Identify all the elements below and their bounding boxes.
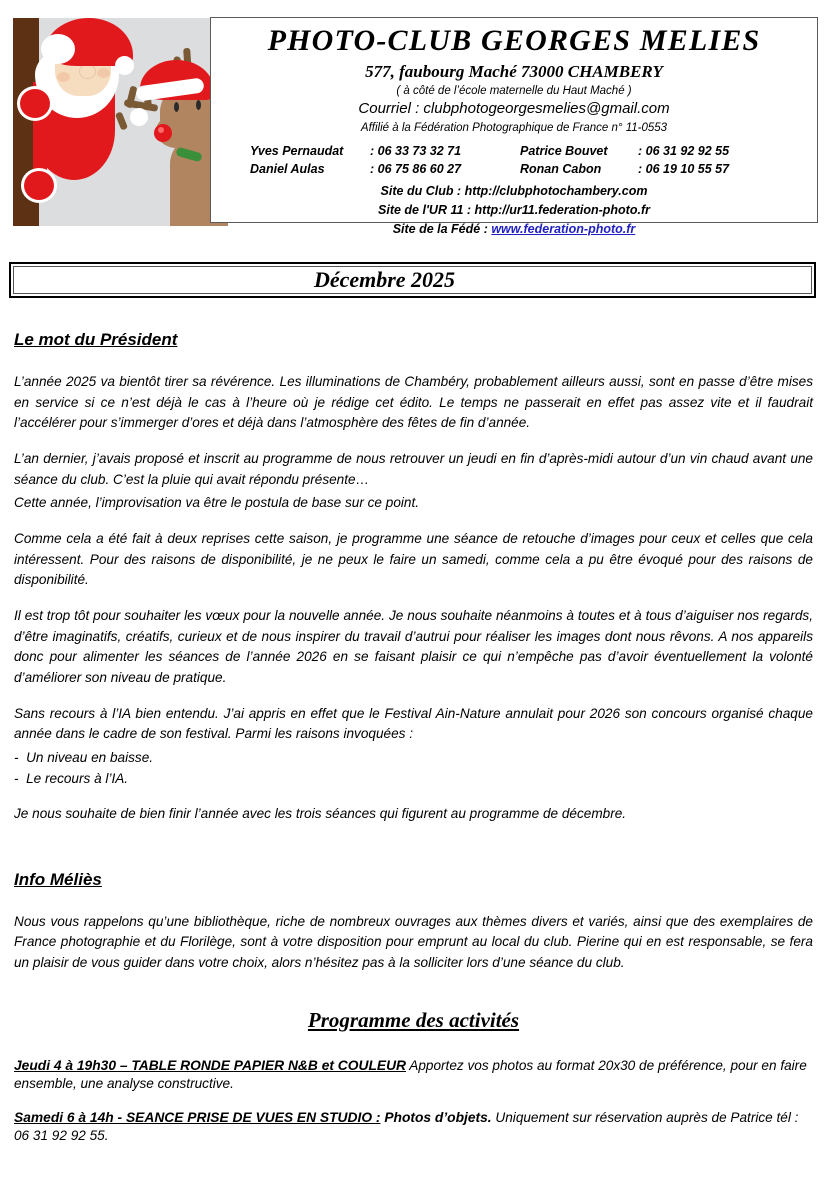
club-email: Courriel : clubphotogeorgesmelies@gmail.com xyxy=(358,100,670,118)
contact-row xyxy=(211,160,817,178)
contact-name: Patrice Bouvet xyxy=(520,143,608,158)
site-club-line: Site du Club : http://clubphotochambery.com xyxy=(380,184,648,199)
event-subtitle: Photos d’objets. xyxy=(380,1109,492,1125)
reasons-list xyxy=(14,748,813,789)
site-fede-line xyxy=(211,220,817,239)
event-entry xyxy=(14,1109,813,1145)
programme-section-header xyxy=(14,1008,813,1033)
president-section-header xyxy=(14,330,813,350)
site-fede-label: Site de la Fédé : xyxy=(392,221,492,236)
month-title: Décembre 2025 xyxy=(313,267,456,292)
club-address-note: ( à côté de l’école maternelle du Haut Maché ) xyxy=(396,84,632,97)
month-banner xyxy=(9,262,816,298)
event-title: Jeudi 4 à 19h30 – TABLE RONDE PAPIER N&B et COULEUR xyxy=(14,1057,407,1073)
contact-phone: : 06 75 86 60 27 xyxy=(370,161,462,176)
site-ur11-line: Site de l'UR 11 : http://ur11.federation-photo.fr xyxy=(378,202,650,217)
president-closing: Je nous souhaite de bien finir l’année avec les trois séances qui figurent au programme de décembre. xyxy=(14,806,627,822)
programme-heading: Programme des activités xyxy=(307,1007,520,1032)
list-item: - Le recours à l’IA. xyxy=(14,770,129,786)
contact-name: Yves Pernaudat xyxy=(250,143,344,158)
paragraph: L’an dernier, j’avais proposé et inscrit au programme de nous retrouver un jeudi en fin d’après-midi autour d’un vin chaud avant une séance du club. C’est la pluie qui avait répondu présente… xyxy=(14,450,813,487)
contact-phone: : 06 19 10 55 57 xyxy=(638,161,730,176)
contact-phone: : 06 31 92 92 55 xyxy=(638,143,730,158)
santa-reindeer-illustration xyxy=(13,18,228,226)
club-name: PHOTO-CLUB GEORGES MELIES xyxy=(267,24,761,57)
event-description: Apportez vos photos au format 20x30 de préférence, pour en faire ensemble, une analyse constructive. xyxy=(14,1057,807,1091)
paragraph: L’année 2025 va bientôt tirer sa révérence. Les illuminations de Chambéry, probablement ailleurs aussi, sont en passe d’être mises en service si ce n’est déjà le cas à l’heure où je rédige cet édito. Le temps ne passerait en effet pas assez vite et il faudrait l’accélérer pour s’immerger d’ores et déjà dans l’atmosphère des fêtes de fin d’année. xyxy=(14,374,813,431)
federation-photo-link[interactable]: www.federation-photo.fr xyxy=(491,221,636,236)
section-spacer xyxy=(14,840,813,870)
page-header xyxy=(0,0,825,240)
event-entry xyxy=(14,1057,813,1093)
document-body xyxy=(14,330,813,1161)
contact-name: Daniel Aulas xyxy=(250,161,325,176)
club-affiliation: Affilié à la Fédération Photographique de France n° 11-0553 xyxy=(360,121,668,134)
event-description: Uniquement sur réservation auprès de Patrice tél : 06 31 92 92 55. xyxy=(14,1109,799,1143)
club-address: 577, faubourg Maché 73000 CHAMBERY xyxy=(365,61,663,81)
contact-row xyxy=(211,142,817,160)
info-melies-section-header xyxy=(14,870,813,890)
president-heading: Le mot du Président xyxy=(14,330,178,349)
contact-list xyxy=(211,142,817,178)
paragraph: Comme cela a été fait à deux reprises cette saison, je programme une séance de retouche d’images pour ceux et celles que cela intéressent. Pour des raisons de disponibilité, je ne peux le faire un samedi, comme cela a pu être évoqué pour des raisons de disponibilité. xyxy=(14,530,813,588)
paragraph: Cette année, l’improvisation va être le postula de base sur ce point. xyxy=(14,495,420,511)
club-identity-box xyxy=(210,17,818,236)
contact-phone: : 06 33 73 32 71 xyxy=(370,143,462,158)
contact-name: Ronan Cabon xyxy=(520,161,602,176)
event-title: Samedi 6 à 14h - SEANCE PRISE DE VUES EN STUDIO : xyxy=(14,1109,381,1125)
paragraph: Il est trop tôt pour souhaiter les vœux pour la nouvelle année. Je nous souhaite néanmoins à toutes et à tous d’aiguiser nos regards, d’être imaginatifs, créatifs, curieux et de nous inspirer du travail d’autrui pour réaliser les images dont nous rêvons. A nos appareils donc pour alimenter les séances de l’année 2026 en se faisant plaisir ce qui n’empêche pas d’avoir éventuellement la volonté d’améliorer son niveau de pratique. xyxy=(14,607,813,685)
paragraph: Nous vous rappelons qu’une bibliothèque, riche de nombreux ouvrages aux thèmes divers et variés, ainsi que des exemplaires de France photographie et du Florilège, sont à votre disposition pour emprunt au local du club. Pierine qui en est responsable, se fera un plaisir de vous guider dans votre choix, alors n’hésitez pas à la solliciter lors d’une séance du club. xyxy=(14,913,813,971)
list-item: - Un niveau en baisse. xyxy=(14,749,154,765)
info-melies-heading: Info Méliès xyxy=(14,869,102,889)
website-list xyxy=(211,182,817,238)
paragraph: Sans recours à l’IA bien entendu. J’ai appris en effet que le Festival Ain-Nature annulait pour 2026 son concours organisé chaque année dans le cadre de son festival. Parmi les raisons invoquées : xyxy=(14,705,813,742)
